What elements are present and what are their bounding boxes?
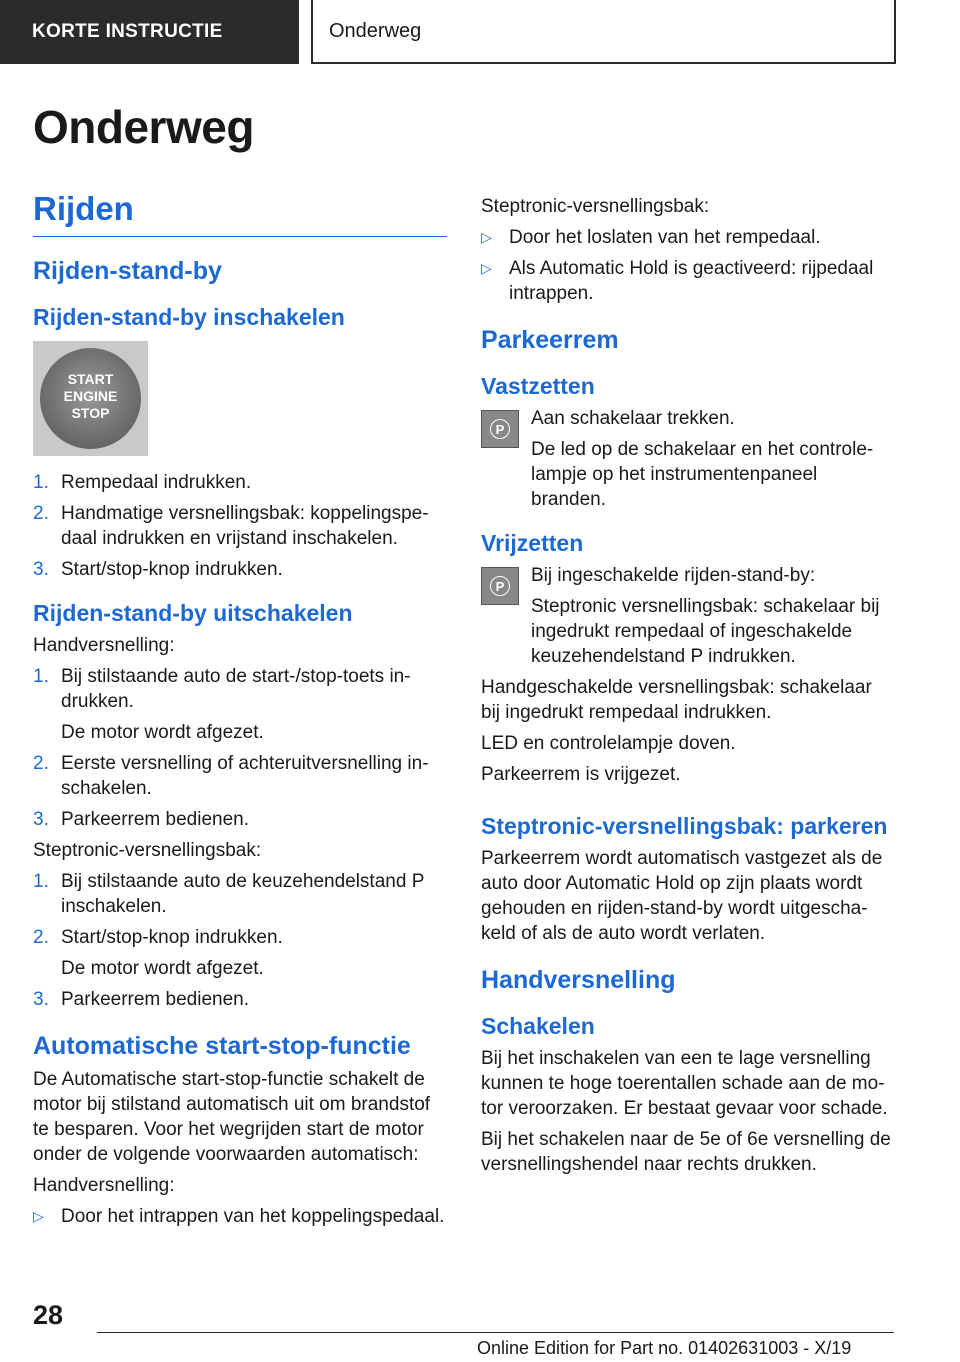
vastzetten-block (481, 406, 895, 437)
step-number: 3. (33, 989, 49, 1010)
heading-standby-uitschakelen: Rijden-stand-by uitschakelen (33, 600, 353, 626)
step-number: 2. (33, 927, 49, 948)
heading-vastzetten: Vastzetten (481, 373, 595, 399)
page-title: Onderweg (33, 101, 254, 153)
heading-schakelen: Schakelen (481, 1013, 595, 1039)
header-chapter-tab (311, 0, 896, 64)
handversnelling-label: Handversnelling: (33, 1175, 175, 1196)
page-number: 28 (33, 1300, 64, 1330)
list-item (33, 470, 447, 495)
steptronic-label: Steptronic-versnellingsbak: (33, 840, 262, 861)
step-number: 2. (33, 503, 49, 524)
bullet-text: Door het loslaten van het rempedaal. (509, 227, 821, 248)
step-text: Parkeerrem bedienen. (61, 989, 249, 1010)
step-text: Bij stilstaande auto de keuzehendelstand P inschakelen. (61, 871, 425, 917)
list-item (33, 807, 447, 832)
step-text: Start/stop-knop indrukken. (61, 927, 283, 948)
header-chapter-label: Onderweg (329, 19, 422, 42)
heading-rijden: Rijden (33, 190, 447, 237)
step-text: Eerste versnelling of achteruitversnelling inschakelen. (61, 753, 429, 799)
list-item (481, 225, 895, 250)
heading-handversnelling: Handversnelling (481, 966, 676, 994)
steptronic-label: Steptronic-versnellingsbak: (481, 196, 710, 217)
vastzetten-text: De led op de schakelaar en het controlelampje op het instrumentenpaneel branden. (531, 439, 874, 510)
triangle-right-icon: ▷ (481, 229, 492, 245)
button-label (33, 371, 148, 422)
bullet-text: Als Automatic Hold is geactiveerd: rijpedaal intrappen. (509, 258, 874, 304)
list-item (33, 501, 447, 551)
heading-vrijzetten: Vrijzetten (481, 530, 584, 556)
step-number: 2. (33, 753, 49, 774)
heading-steptronic-parkeren: Steptronic-versnellingsbak: parkeren (481, 813, 888, 839)
vrijzetten-block (481, 563, 895, 594)
button-label-line: ENGINE (63, 388, 118, 404)
list-item (33, 1204, 447, 1229)
schakelen-text: Bij het inschakelen van een te lage versnelling kunnen te hoge toerentallen schade aan de motor veroorzaken. Er bestaat gevaar voor schade. (481, 1048, 888, 1119)
list-item (33, 664, 447, 745)
step-number: 3. (33, 809, 49, 830)
heading-standby-inschakelen: Rijden-stand-by inschakelen (33, 304, 345, 330)
vastzetten-text: Aan schakelaar trekken. (531, 408, 735, 429)
footer-divider (97, 1332, 894, 1333)
button-label-line: STOP (71, 405, 110, 421)
start-engine-stop-button-image (33, 341, 148, 456)
list-item (33, 925, 447, 981)
heading-auto-start-stop: Automatische start-stop-functie (33, 1032, 411, 1060)
left-column (33, 190, 447, 1235)
step-number: 1. (33, 871, 49, 892)
heading-parkeerrem: Parkeerrem (481, 326, 619, 354)
inschakelen-steps (33, 470, 447, 582)
auto-start-stop-text: De Automatische start-stop-functie schakelt de motor bij stilstand automatisch uit om brandstof te besparen. Voor het wegrijden start de motor onder de volgende voorwaarden automatisch: (33, 1069, 431, 1165)
header-section-tab (0, 0, 299, 64)
footer-edition: Online Edition for Part no. 01402631003 - X/19 (477, 1338, 852, 1358)
handversnelling-label: Handversnelling: (33, 635, 175, 656)
step-result: De motor wordt afgezet. (61, 958, 264, 979)
parking-brake-icon: P (481, 410, 519, 448)
manual-bullets (33, 1204, 447, 1229)
steptronic-bullets (481, 225, 895, 306)
list-item (481, 256, 895, 306)
step-text: Rempedaal indrukken. (61, 472, 252, 493)
uit-manual-steps (33, 664, 447, 832)
step-result: De motor wordt afgezet. (61, 722, 264, 743)
schakelen-text: Bij het schakelen naar de 5e of 6e versnelling de versnellingshendel naar rechts drukken. (481, 1129, 891, 1175)
step-number: 1. (33, 666, 49, 687)
step-text: Bij stilstaande auto de start-/stop-toets indrukken. (61, 666, 411, 712)
vrijzetten-text: LED en controlelampje doven. (481, 733, 736, 754)
step-text: Parkeerrem bedienen. (61, 809, 249, 830)
uit-steptronic-steps (33, 869, 447, 1012)
list-item (33, 987, 447, 1012)
triangle-right-icon: ▷ (481, 260, 492, 276)
step-text: Start/stop-knop indrukken. (61, 559, 283, 580)
triangle-right-icon: ▷ (33, 1208, 44, 1224)
list-item (33, 869, 447, 919)
vrijzetten-text: Bij ingeschakelde rijden-stand-by: (531, 565, 816, 586)
step-text: Handmatige versnellingsbak: koppelingspedaal indrukken en vrijstand inschakelen. (61, 503, 429, 549)
vrijzetten-text: Steptronic versnellingsbak: schakelaar bij ingedrukt rempedaal of ingeschakelde keuzehendelstand P indrukken. (531, 596, 880, 667)
header-section-label: KORTE INSTRUCTIE (32, 21, 223, 42)
bullet-text: Door het intrappen van het koppelingspedaal. (61, 1206, 445, 1227)
button-label-line: START (67, 371, 114, 387)
right-column (481, 190, 895, 1183)
vrijzetten-text: Handgeschakelde versnellingsbak: schakelaar bij ingedrukt rempedaal indrukken. (481, 677, 872, 723)
parking-brake-icon: P (481, 567, 519, 605)
step-number: 3. (33, 559, 49, 580)
vrijzetten-text: Parkeerrem is vrijgezet. (481, 764, 681, 785)
parkeren-text: Parkeerrem wordt automatisch vastgezet als de auto door Automatic Hold op zijn plaats wordt gehouden en rijden-stand-by wordt uitgeschakeld of als de auto wordt verlaten. (481, 848, 883, 944)
heading-standby: Rijden-stand-by (33, 257, 222, 285)
list-item (33, 557, 447, 582)
step-number: 1. (33, 472, 49, 493)
list-item (33, 751, 447, 801)
